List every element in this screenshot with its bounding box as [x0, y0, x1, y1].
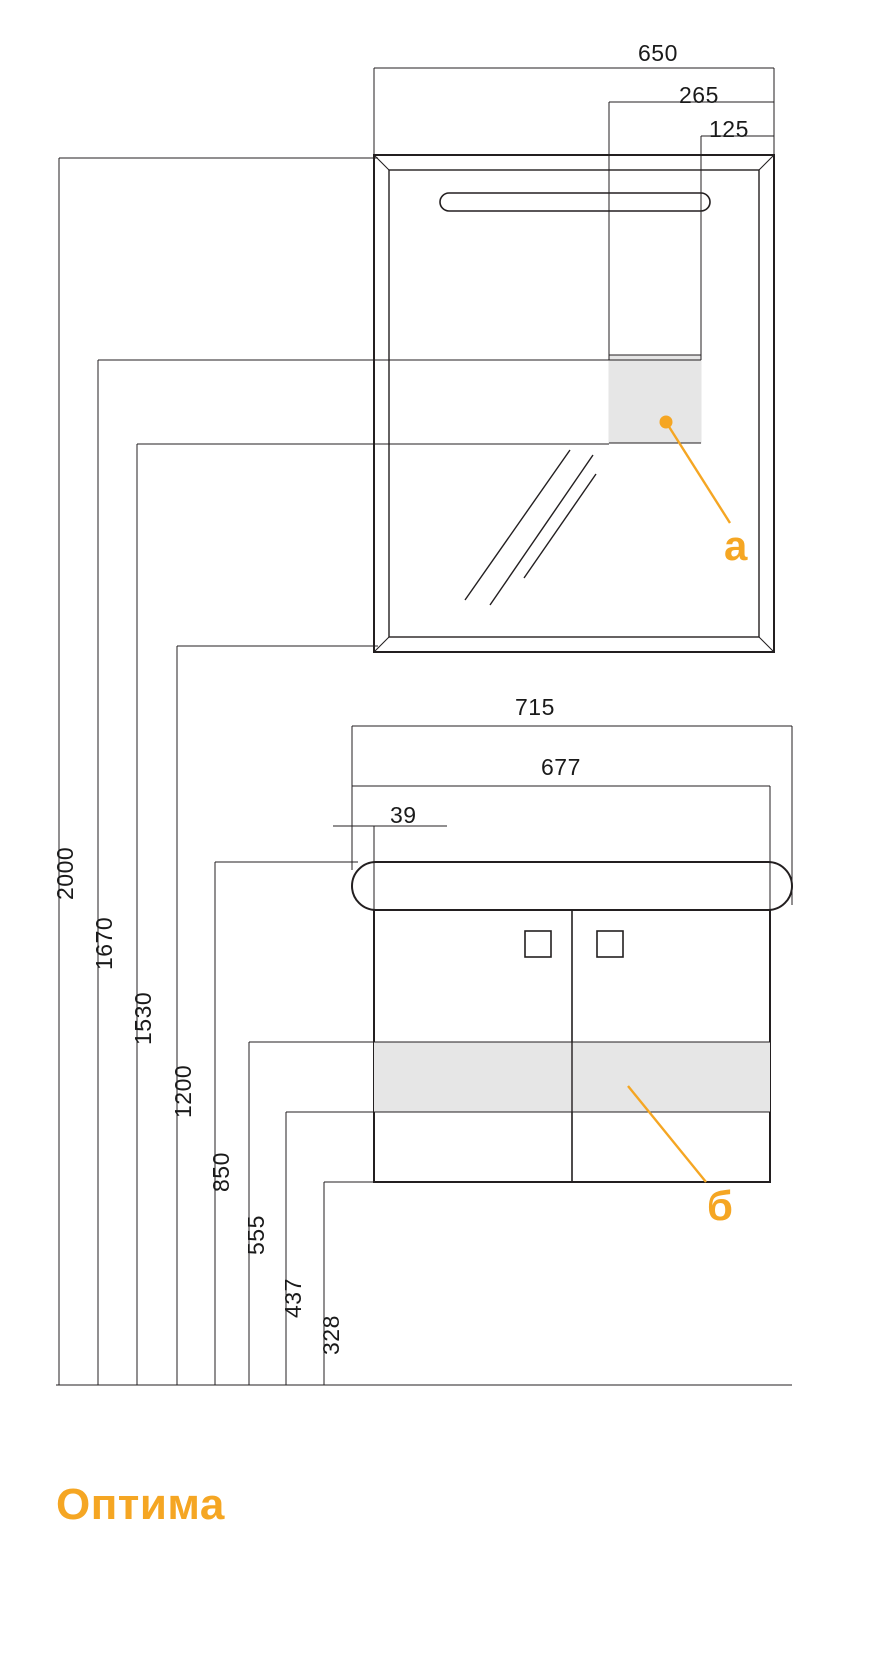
brand-title: Оптима [56, 1480, 225, 1529]
dimension-label-437: 437 [280, 1278, 306, 1318]
dimension-label-328: 328 [318, 1315, 344, 1355]
dimension-label-1670: 1670 [91, 916, 117, 970]
dimension-label-265: 265 [679, 82, 719, 108]
dimension-label-850: 850 [208, 1152, 234, 1192]
dimension-label-125: 125 [709, 116, 749, 142]
dimension-label-677: 677 [541, 754, 581, 780]
dimension-label-555: 555 [243, 1215, 269, 1255]
vanity-unit-group [352, 862, 792, 1182]
callout-dot-a [660, 416, 673, 429]
dimension-label-1200: 1200 [170, 1064, 196, 1118]
mirror-inner-frame [389, 170, 759, 637]
door-handle-right [597, 931, 623, 957]
dimension-label-39: 39 [390, 802, 417, 828]
dimension-label-2000: 2000 [52, 846, 78, 900]
dimension-label-650: 650 [638, 40, 678, 66]
callout-label-a: а [724, 522, 748, 569]
dimension-label-1530: 1530 [130, 991, 156, 1045]
dimension-label-715: 715 [515, 694, 555, 720]
callout-label-b: б [707, 1182, 733, 1229]
mirror-lamp-bar [440, 193, 710, 211]
door-handle-left [525, 931, 551, 957]
mirror-unit-group [374, 155, 774, 652]
detail-highlight-a [609, 355, 701, 443]
washbasin-top [352, 862, 792, 910]
